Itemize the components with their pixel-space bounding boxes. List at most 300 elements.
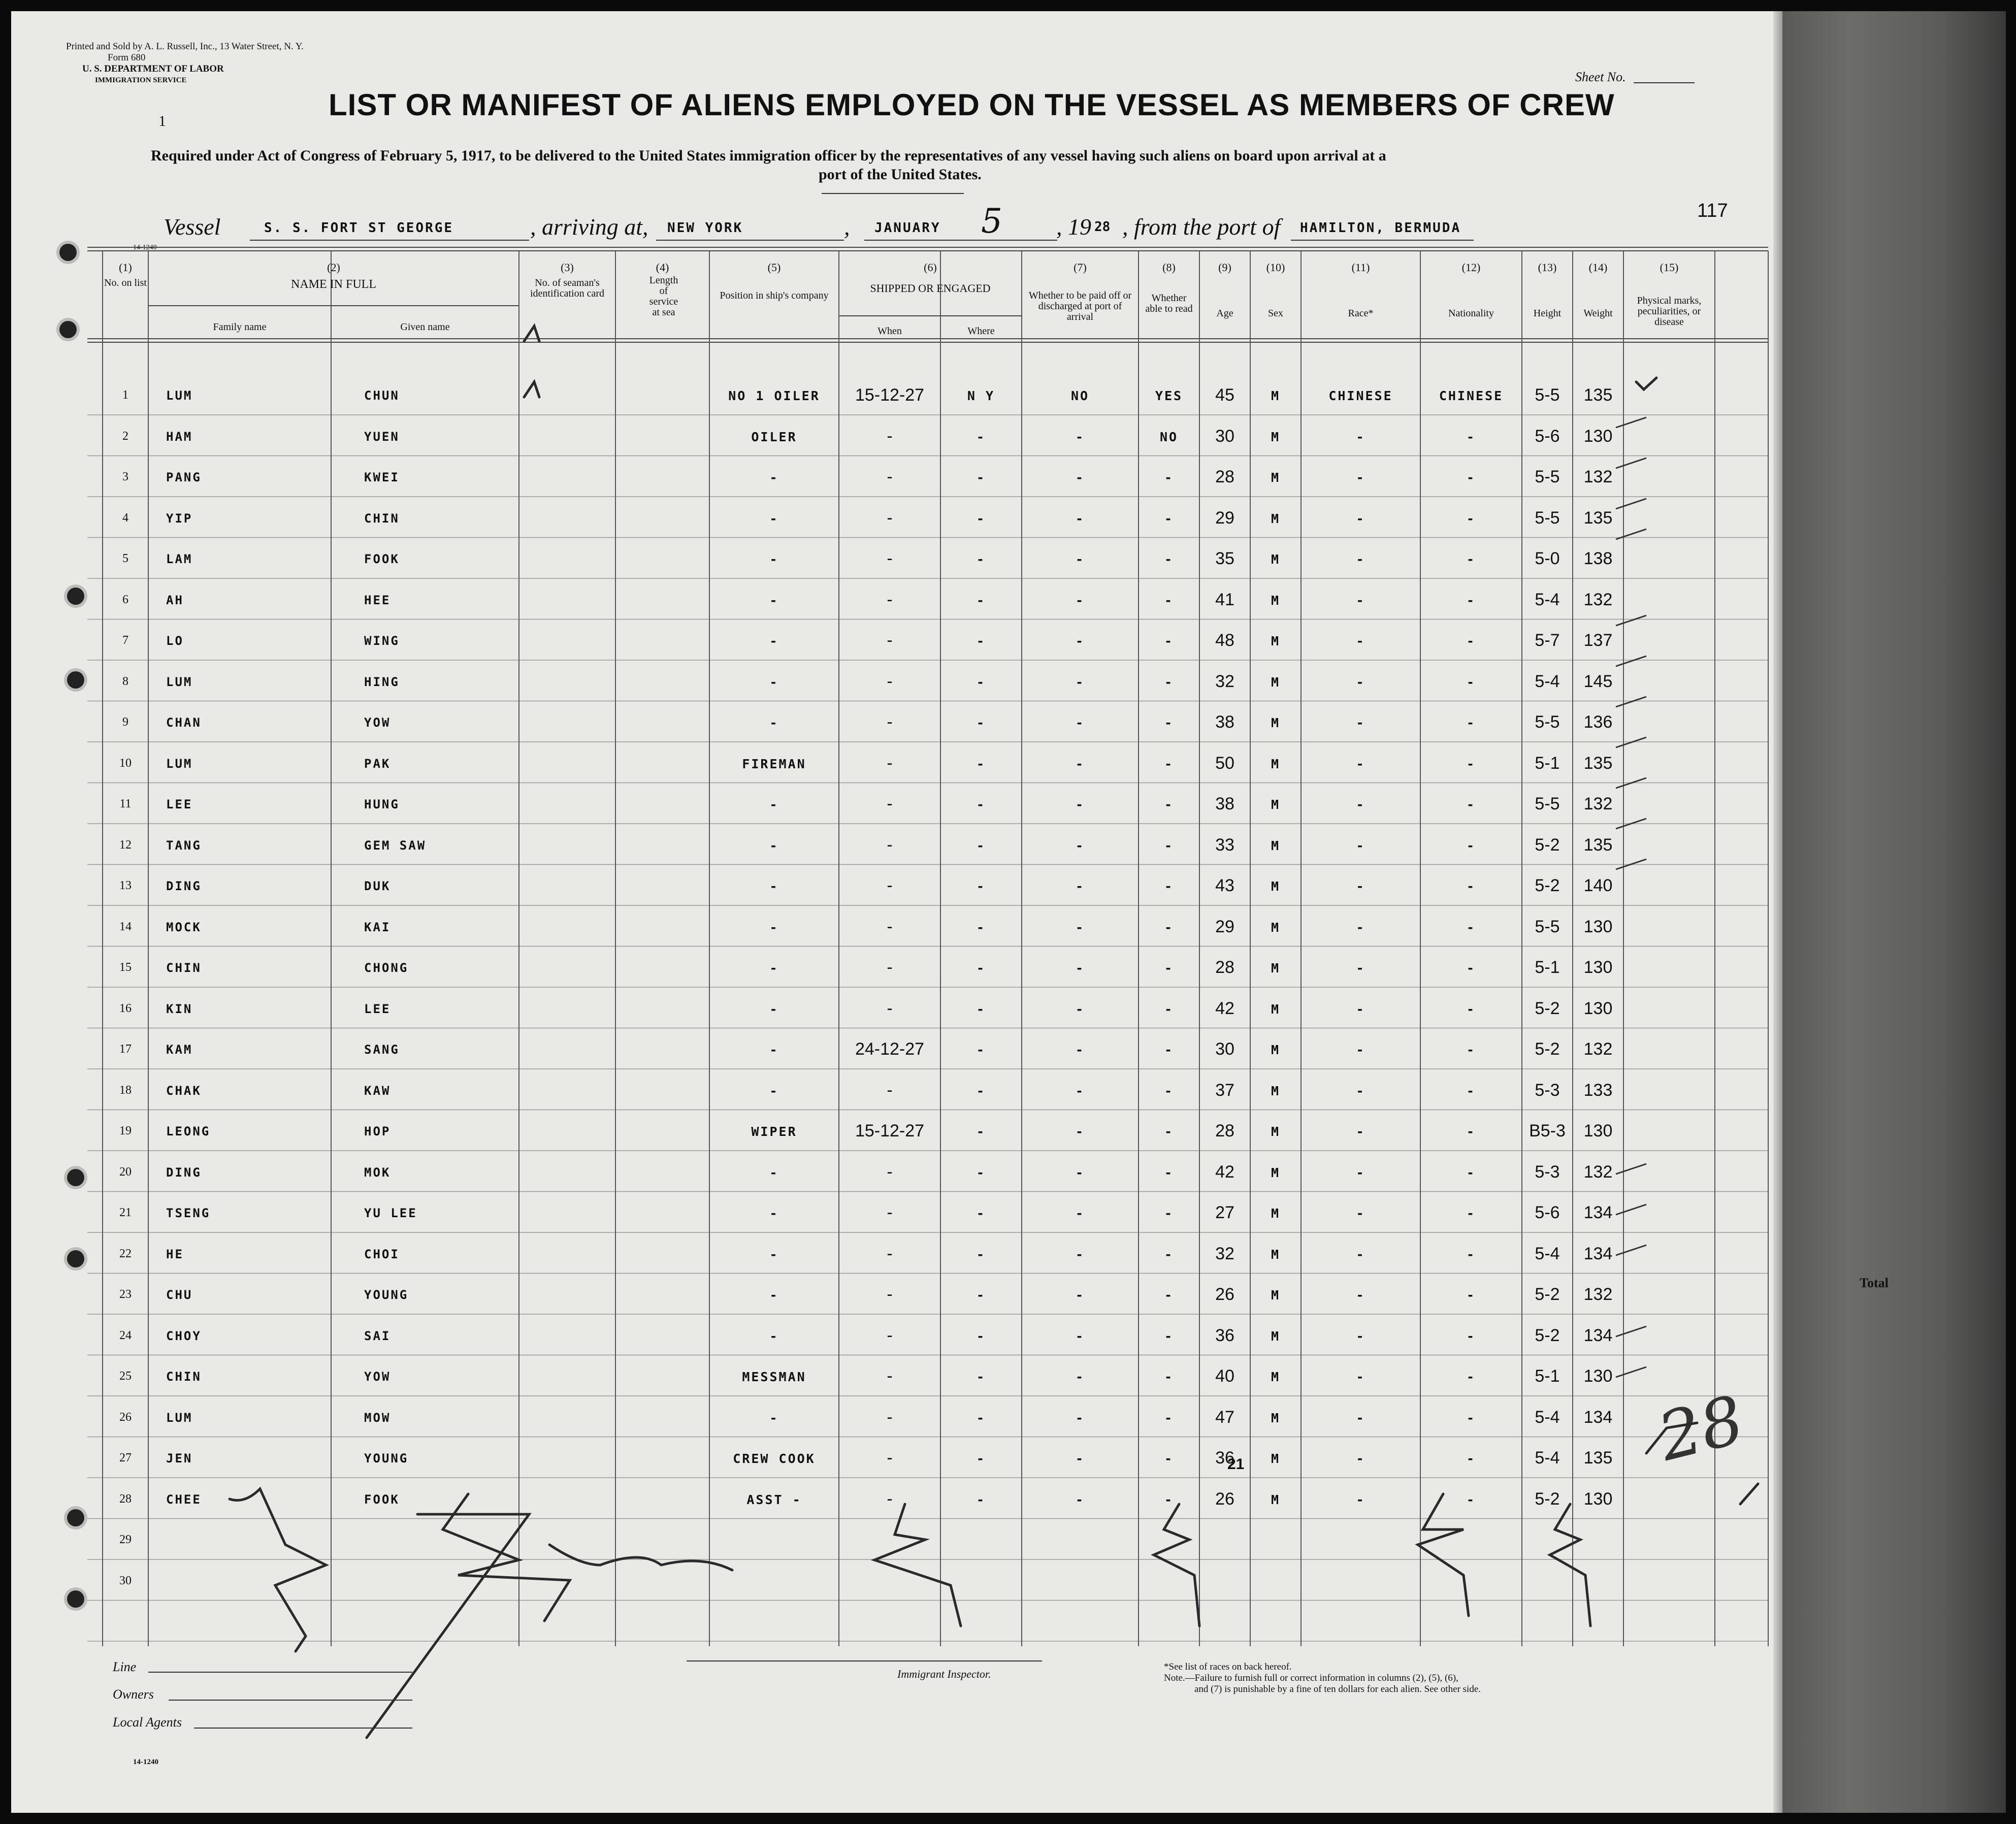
row-22-when: - [887, 1244, 893, 1263]
row-15-height: 5-1 [1535, 958, 1560, 977]
row-18-when: - [887, 1080, 893, 1100]
row-21-paid-off: - [1075, 1206, 1085, 1221]
col5-number: (5) [767, 261, 781, 274]
row-1-height: 5-5 [1535, 385, 1560, 405]
col4-label: Length of service at sea [649, 275, 678, 318]
row-11-weight: 132 [1583, 794, 1613, 813]
row-24-no: 24 [119, 1328, 132, 1342]
form-title: LIST OR MANIFEST OF ALIENS EMPLOYED ON THE VESSEL AS MEMBERS OF CREW [329, 88, 1615, 122]
vessel-name: S. S. FORT ST GEORGE [264, 220, 454, 236]
row-15-where: - [976, 961, 986, 975]
row-7-family: LO [166, 634, 184, 648]
row-15-no: 15 [119, 961, 132, 974]
row-10-sex: M [1271, 756, 1281, 771]
row-14-read: - [1164, 920, 1174, 935]
row-13-family: DING [166, 879, 202, 893]
row-21-family: TSENG [166, 1206, 211, 1220]
row-9-where: - [976, 715, 986, 730]
arrival-day: 5 [981, 202, 1002, 241]
row-10-where: - [976, 756, 986, 771]
row-22-where: - [976, 1247, 986, 1262]
row-16-age: 42 [1215, 998, 1234, 1018]
row-2-position: OILER [751, 429, 797, 444]
col5-label: Position in ship's company [720, 290, 829, 301]
row-2-paid-off: - [1075, 429, 1085, 444]
form-code-bottom: 14-1240 [133, 1758, 158, 1766]
sheet-edge [1773, 11, 1782, 1813]
row-1-when: 15-12-27 [855, 385, 925, 405]
row-23-read: - [1164, 1288, 1174, 1302]
row-8-position: - [769, 674, 779, 690]
row-4-no: 4 [122, 511, 128, 525]
row-25-race: - [1356, 1370, 1365, 1384]
row-16-weight: 130 [1583, 998, 1613, 1018]
row-20-race: - [1356, 1165, 1365, 1180]
row-2-no: 2 [122, 429, 128, 443]
row-17-age: 30 [1215, 1039, 1234, 1059]
row-7-given: WING [364, 634, 400, 648]
row-15-read: - [1164, 961, 1174, 975]
row-22-family: HE [166, 1247, 184, 1261]
row-17-family: KAM [166, 1043, 193, 1057]
row-13-weight: 140 [1583, 876, 1613, 895]
col6-label: SHIPPED OR ENGAGED [870, 282, 991, 295]
row-18-given: KAW [364, 1083, 391, 1098]
service-label: IMMIGRATION SERVICE [95, 76, 187, 84]
row-15-family: CHIN [166, 961, 202, 975]
row-27-where: - [976, 1451, 986, 1466]
row-15-position: - [769, 961, 779, 975]
row-25-read: - [1164, 1370, 1174, 1384]
row-22-race: - [1356, 1247, 1365, 1262]
row-7-age: 48 [1215, 631, 1234, 650]
row-9-read: - [1164, 715, 1174, 730]
col7-number: (7) [1074, 261, 1087, 274]
row-28-family: CHEE [166, 1492, 202, 1507]
row-12-read: - [1164, 838, 1174, 853]
row-27-given: YOUNG [364, 1451, 409, 1465]
row-12-given: GEM SAW [364, 838, 427, 853]
row-16-race: - [1356, 1001, 1365, 1017]
row-26-no: 26 [119, 1410, 132, 1424]
row-22-age: 32 [1215, 1244, 1234, 1263]
row-23-race: - [1356, 1288, 1365, 1302]
row-16-no: 16 [119, 1001, 132, 1015]
row-16-height: 5-2 [1535, 998, 1560, 1018]
row-23-given: YOUNG [364, 1288, 409, 1302]
row-29-no: 29 [119, 1533, 132, 1546]
row-14-race: - [1356, 920, 1365, 935]
row-16-family: KIN [166, 1001, 193, 1016]
row-28-race: - [1356, 1492, 1365, 1507]
row-5-sex: M [1271, 552, 1281, 567]
row-12-position: - [769, 838, 779, 853]
row-24-weight: 134 [1583, 1325, 1613, 1345]
row-6-nationality: - [1466, 593, 1476, 608]
when-header: When [877, 325, 902, 337]
row-22-no: 22 [119, 1247, 132, 1260]
corner-mark: 1 [158, 113, 166, 129]
row-4-when: - [887, 508, 893, 528]
binder-hole [67, 1169, 84, 1186]
row-19-weight: 130 [1583, 1121, 1613, 1141]
row-20-no: 20 [119, 1165, 132, 1179]
row-20-nationality: - [1466, 1165, 1476, 1180]
row-17-position: - [769, 1043, 779, 1057]
row-19-when: 15-12-27 [855, 1121, 925, 1141]
col12-label: Nationality [1448, 308, 1494, 319]
row-26-given: MOW [364, 1410, 391, 1425]
row-21-given: YU LEE [364, 1206, 417, 1220]
row-2-height: 5-6 [1535, 426, 1560, 446]
col11-label: Race* [1348, 308, 1374, 319]
row-18-age: 37 [1215, 1080, 1234, 1100]
row-21-weight: 134 [1583, 1203, 1613, 1222]
row-12-where: - [976, 838, 986, 853]
row-14-no: 14 [119, 920, 132, 933]
col13-label: Height [1533, 308, 1562, 319]
row-21-when: - [887, 1203, 893, 1222]
row-28-age: 26 [1215, 1489, 1234, 1509]
row-28-given: FOOK [364, 1492, 400, 1507]
row-5-position: - [769, 552, 779, 567]
row-27-race: - [1356, 1451, 1365, 1466]
row-25-given: YOW [364, 1370, 391, 1384]
row-6-where: - [976, 593, 986, 608]
row-18-paid-off: - [1075, 1083, 1085, 1098]
row-2-sex: M [1271, 429, 1281, 444]
row-14-given: KAI [364, 920, 391, 934]
col8-label: Whether able to read [1145, 292, 1193, 314]
row-20-age: 42 [1215, 1162, 1234, 1182]
row-27-no: 27 [119, 1451, 132, 1464]
binder-hole [59, 244, 77, 261]
row-3-family: PANG [166, 470, 202, 484]
row-21-nationality: - [1466, 1206, 1476, 1221]
row-4-family: YIP [166, 511, 193, 526]
subtitle-line-1: Required under Act of Congress of February 5, 1917, to be delivered to the United States immigration officer by the representatives of any vessel having such aliens on board upon arrival at a [151, 147, 1386, 164]
row-8-where: - [976, 674, 986, 690]
row-6-when: - [887, 590, 893, 609]
row-27-sex: M [1271, 1451, 1281, 1466]
row-17-nationality: - [1466, 1043, 1476, 1057]
col3-label: No. of seaman's identification card [530, 277, 605, 299]
row-9-sex: M [1271, 715, 1281, 730]
row-17-weight: 132 [1583, 1039, 1613, 1059]
manifest-sheet [11, 11, 1889, 1813]
row-19-height: B5-3 [1529, 1121, 1566, 1141]
row-24-position: - [769, 1328, 779, 1344]
row-1-where: N Y [967, 388, 995, 403]
family-name-header: Family name [213, 321, 267, 333]
row-27-age: 36 [1215, 1448, 1234, 1468]
row-7-paid-off: - [1075, 634, 1085, 648]
col9-label: Age [1216, 308, 1233, 319]
col1-label: No. on list [104, 277, 147, 288]
row-13-when: - [887, 876, 893, 895]
row-3-position: - [769, 470, 779, 485]
row-11-no: 11 [119, 797, 132, 810]
row-11-race: - [1356, 797, 1365, 812]
row-15-given: CHONG [364, 961, 409, 975]
row-27-nationality: - [1466, 1451, 1476, 1466]
row-10-position: FIREMAN [742, 756, 806, 771]
row-27-weight: 135 [1583, 1448, 1613, 1468]
row-18-height: 5-3 [1535, 1080, 1560, 1100]
row-5-when: - [887, 549, 893, 568]
row-22-height: 5-4 [1535, 1244, 1560, 1263]
row-26-when: - [887, 1407, 893, 1427]
row-9-age: 38 [1215, 712, 1234, 732]
col1-number: (1) [119, 261, 132, 274]
row-11-family: LEE [166, 797, 193, 811]
row-20-paid-off: - [1075, 1165, 1085, 1180]
row-24-age: 36 [1215, 1325, 1234, 1345]
row-4-sex: M [1271, 511, 1281, 526]
row-24-race: - [1356, 1328, 1365, 1344]
arrival-month: JANUARY [874, 220, 941, 236]
row-19-position: WIPER [751, 1124, 797, 1139]
local-agents-label: Local Agents [113, 1715, 182, 1730]
col13-number: (13) [1538, 261, 1557, 274]
row-1-position: NO 1 OILER [728, 388, 820, 403]
row-18-position: - [769, 1083, 779, 1098]
col15-label: Physical marks, peculiarities, or disease [1637, 295, 1702, 328]
row-24-paid-off: - [1075, 1328, 1085, 1344]
row-21-age: 27 [1215, 1203, 1234, 1222]
row-25-weight: 130 [1583, 1366, 1613, 1386]
row-4-where: - [976, 511, 986, 526]
row-3-height: 5-5 [1535, 467, 1560, 486]
row-24-read: - [1164, 1328, 1174, 1344]
arrival-year: 28 [1094, 219, 1111, 235]
row-10-no: 10 [119, 756, 132, 770]
row-9-family: CHAN [166, 715, 202, 730]
row-20-position: - [769, 1165, 779, 1180]
row-10-height: 5-1 [1535, 753, 1560, 773]
row-17-race: - [1356, 1043, 1365, 1057]
row-14-family: MOCK [166, 920, 202, 934]
row-8-paid-off: - [1075, 674, 1085, 690]
row-3-where: - [976, 470, 986, 485]
row-16-nationality: - [1466, 1001, 1476, 1017]
row-11-age: 38 [1215, 794, 1234, 813]
row-27-read: - [1164, 1451, 1174, 1466]
row-10-paid-off: - [1075, 756, 1085, 771]
row-11-where: - [976, 797, 986, 812]
row-11-given: HUNG [364, 797, 400, 811]
row-1-paid-off: NO [1070, 388, 1090, 403]
row-23-weight: 132 [1583, 1285, 1613, 1304]
row-18-nationality: - [1466, 1083, 1476, 1098]
row-23-when: - [887, 1285, 893, 1304]
binder-hole [67, 588, 84, 605]
row-28-no: 28 [119, 1492, 132, 1506]
row-18-family: CHAK [166, 1083, 202, 1098]
row-24-where: - [976, 1328, 986, 1344]
row-1-age: 45 [1215, 385, 1234, 405]
col2-number: (2) [327, 261, 340, 274]
row-4-age: 29 [1215, 508, 1234, 528]
line-underline [148, 1672, 412, 1673]
col11-number: (11) [1351, 261, 1370, 274]
row-4-race: - [1356, 511, 1365, 526]
row-19-nationality: - [1466, 1124, 1476, 1139]
row-8-when: - [887, 671, 893, 691]
row-3-nationality: - [1466, 470, 1476, 485]
row-10-nationality: - [1466, 756, 1476, 771]
row-21-where: - [976, 1206, 986, 1221]
col15-number: (15) [1660, 261, 1679, 274]
row-7-position: - [769, 634, 779, 648]
col4-number: (4) [656, 261, 669, 274]
row-21-race: - [1356, 1206, 1365, 1221]
row-13-where: - [976, 879, 986, 894]
row-21-height: 5-6 [1535, 1203, 1560, 1222]
col7-label: Whether to be paid off or discharged at port of arrival [1028, 290, 1132, 322]
row-22-position: - [769, 1247, 779, 1262]
row-18-where: - [976, 1083, 986, 1098]
row-4-read: - [1164, 511, 1174, 526]
row-24-nationality: - [1466, 1328, 1476, 1344]
row-27-height: 5-4 [1535, 1448, 1560, 1468]
note-line-1: Note.—Failure to furnish full or correct information in columns (2), (5), (6), [1164, 1673, 1458, 1683]
row-2-nationality: - [1466, 429, 1476, 444]
row-28-when: - [887, 1489, 893, 1509]
row-5-family: LAM [166, 552, 193, 566]
row-10-given: PAK [364, 756, 391, 771]
given-name-header: Given name [400, 321, 450, 333]
row-8-no: 8 [122, 674, 128, 688]
row-4-nationality: - [1466, 511, 1476, 526]
row-22-read: - [1164, 1247, 1174, 1262]
row-18-read: - [1164, 1083, 1174, 1098]
row-7-no: 7 [122, 634, 128, 647]
line-label: Line [113, 1659, 137, 1674]
row-21-read: - [1164, 1206, 1174, 1221]
row-2-weight: 130 [1583, 426, 1613, 446]
row-2-race: - [1356, 429, 1365, 444]
row-17-height: 5-2 [1535, 1039, 1560, 1059]
row-17-given: SANG [364, 1043, 400, 1057]
row-8-given: HING [364, 674, 400, 689]
col2-label: NAME IN FULL [291, 278, 376, 291]
row-26-paid-off: - [1075, 1410, 1085, 1425]
row-30-no: 30 [119, 1574, 132, 1587]
row-7-nationality: - [1466, 634, 1476, 648]
row-28-paid-off: - [1075, 1492, 1085, 1507]
row-20-read: - [1164, 1165, 1174, 1180]
row-4-paid-off: - [1075, 511, 1085, 526]
row-7-height: 5-7 [1535, 631, 1560, 650]
row-26-family: LUM [166, 1410, 193, 1425]
row-13-read: - [1164, 879, 1174, 894]
row-22-nationality: - [1466, 1247, 1476, 1262]
row-18-sex: M [1271, 1083, 1281, 1098]
row-24-sex: M [1271, 1328, 1281, 1344]
binder-hole [67, 1250, 84, 1267]
col14-number: (14) [1588, 261, 1608, 274]
row-28-sex: M [1271, 1492, 1281, 1507]
row-7-where: - [976, 634, 986, 648]
row-26-age: 47 [1215, 1407, 1234, 1427]
binder-hole [67, 671, 84, 689]
row-15-weight: 130 [1583, 958, 1613, 977]
printer-line: Printed and Sold by A. L. Russell, Inc., 13 Water Street, N. Y. [66, 41, 304, 52]
row-7-weight: 137 [1583, 631, 1613, 650]
total-label: Total [1860, 1276, 1889, 1290]
sheet-no-label: Sheet No. [1575, 70, 1626, 84]
row-15-nationality: - [1466, 961, 1476, 975]
vessel-label: Vessel [164, 214, 221, 240]
row-22-sex: M [1271, 1247, 1281, 1262]
total-handwritten: 28 [1651, 1381, 1751, 1476]
row-9-paid-off: - [1075, 715, 1085, 730]
row-12-family: TANG [166, 838, 202, 853]
row-7-sex: M [1271, 634, 1281, 648]
row-20-sex: M [1271, 1165, 1281, 1180]
row-25-position: MESSMAN [742, 1370, 806, 1384]
row-9-race: - [1356, 715, 1365, 730]
col14-label: Weight [1583, 308, 1613, 319]
row-12-race: - [1356, 838, 1365, 853]
row-28-nationality: - [1466, 1492, 1476, 1507]
row-6-sex: M [1271, 593, 1281, 608]
row-26-race: - [1356, 1410, 1365, 1425]
row-3-age: 28 [1215, 467, 1234, 486]
row-19-age: 28 [1215, 1121, 1234, 1141]
row-6-read: - [1164, 593, 1174, 608]
row-21-no: 21 [119, 1206, 132, 1219]
row-27-family: JEN [166, 1451, 193, 1465]
row-4-height: 5-5 [1535, 508, 1560, 528]
row-23-sex: M [1271, 1288, 1281, 1302]
row-19-read: - [1164, 1124, 1174, 1139]
row-27-when: - [887, 1448, 893, 1468]
row-25-age: 40 [1215, 1366, 1234, 1386]
row-25-family: CHIN [166, 1370, 202, 1384]
row-18-weight: 133 [1583, 1080, 1613, 1100]
binder-hole [67, 1590, 84, 1608]
row-20-family: DING [166, 1165, 202, 1180]
row-8-family: LUM [166, 674, 193, 689]
row-5-weight: 138 [1583, 549, 1613, 568]
row-14-paid-off: - [1075, 920, 1085, 935]
row-15-sex: M [1271, 961, 1281, 975]
row-10-race: - [1356, 756, 1365, 771]
row-1-family: LUM [166, 388, 193, 403]
row-8-age: 32 [1215, 671, 1234, 691]
row-7-when: - [887, 631, 893, 650]
owners-label: Owners [113, 1687, 154, 1702]
age-overwrite: 21 [1227, 1456, 1245, 1473]
row-9-position: - [769, 715, 779, 730]
row-15-race: - [1356, 961, 1365, 975]
handwritten-scribbles [11, 11, 1782, 1813]
row-26-sex: M [1271, 1410, 1281, 1425]
arriving-label: , arriving at, [530, 214, 648, 240]
row-11-when: - [887, 794, 893, 813]
row-11-height: 5-5 [1535, 794, 1560, 813]
row-28-weight: 130 [1583, 1489, 1613, 1509]
row-5-read: - [1164, 552, 1174, 567]
row-5-nationality: - [1466, 552, 1476, 567]
row-2-where: - [976, 429, 986, 444]
row-13-no: 13 [119, 879, 132, 892]
row-9-given: YOW [364, 715, 391, 730]
row-23-where: - [976, 1288, 986, 1302]
row-26-height: 5-4 [1535, 1407, 1560, 1427]
